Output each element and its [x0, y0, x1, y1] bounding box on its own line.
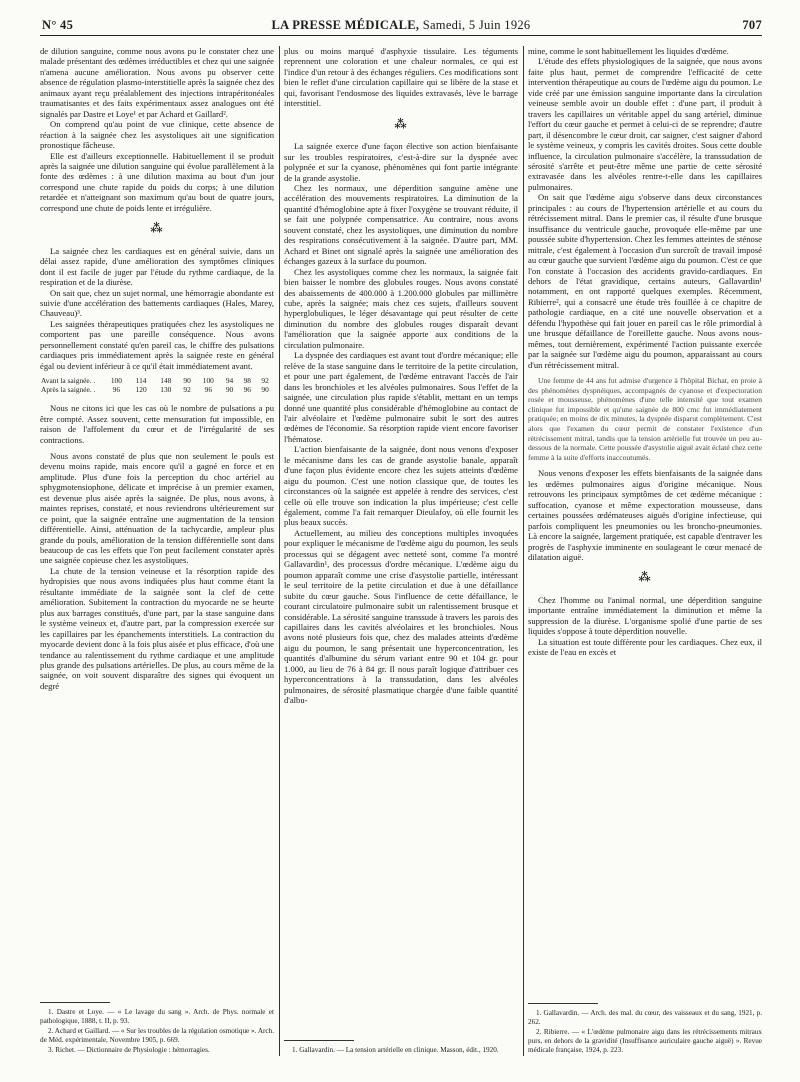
paragraph: Actuellement, au milieu des conceptions multiples invoquées pour expliquer le mécanisme de l'œdème aigu du poumon, les seuls processus qui se dégagent avec netteté sont, comme l'a montré Gallavardin¹, des processus d'ordre mécanique. L'œdème aigu du poumon apparaît comme une crise d'asystolie partielle, intéressant le seul territoire de la petite circulation et due à une défaillance subite du cœur gauche. Sous l'influence de cette défaillance, le courant circulatoire pulmonaire subit un ralentissement brusque et considérable. La sérosité sanguine transsude à travers les parois des capillaires dans les cavités alvéolaires et les bronchioles. Nous avons noté plusieurs fois que, chez des malades atteints d'œdème aigu du poumon, le sang présentait une hyperconcentration, les quantités d'albumine du sérum variant entre 90 et 104 gr. pour 1.000, au lieu de 76 à 84 gr. Il nous paraît logique d'attribuer ces hyperconcentrations à la transsudation, dans les alvéoles pulmonaires, de sérosité plasmatique chargée d'une faible quantité d'albu- — [284, 527, 518, 706]
table-cell: 96 — [243, 385, 251, 395]
paragraph: On sait que, chez un sujet normal, une hémorragie abondante est suivie d'une accélération des battements cardiaques (Hales, Marey, Chauveau)³. — [40, 287, 274, 319]
paragraph: Chez les normaux, une déperdition sanguine amène une accélération des mouvements respiratoires. La diminution de la quantité d'hémoglobine apte à fixer l'oxygène se trouvant réduite, il se fait une polypnée compensatrice. Au contraire, nous avons souvent constaté, chez les asystoliques, une diminution du nombre des respirations consécutivement à la saignée. D'autre part, MM. Achard et Binet ont signalé après la saignée une amélioration des échanges gazeux à la surface du poumon. — [284, 182, 518, 267]
paragraph: Chez l'homme ou l'animal normal, une déperdition sanguine importante entraîne immédiatement la diminution et même la suppression de la diurèse. L'organisme spolié d'une partie de ses liquides s'oppose à toute déperdition nouvelle. — [528, 594, 762, 637]
row-label: Avant la saignée. . — [41, 376, 96, 386]
table-cell: 90 — [183, 376, 191, 386]
paragraph: Elle est d'ailleurs exceptionnelle. Habituellement il se produit après la saignée une dilution sanguine qui évolue parallèlement à la fonte des œdèmes : à une dilution maxima au bout d'un jour correspond une chute rapide du poids du corps; à une dilution retardée et n'atteignant son maximum qu'au bout de quatre jours, correspond une chute de poids lente et irrégulière. — [40, 150, 274, 213]
page-number: 707 — [742, 18, 762, 32]
issue-date: Samedi, 5 Juin 1926 — [422, 18, 531, 32]
paragraph: La situation est toute différente pour les cardiaques. Chez eux, il existe de l'eau en excès et — [528, 636, 762, 658]
header-rule — [40, 35, 762, 36]
table-cell: 120 — [135, 385, 147, 395]
column-3 — [528, 46, 762, 1056]
issue-number: N° 45 — [42, 18, 74, 32]
paragraph: Les saignées thérapeutiques pratiquées chez les asystoliques ne comportent pas une pareille conséquence. Nous avons personnellement constaté qu'en pareil cas, le chiffre des pulsations cardiaques pris immédiatement après la saignée reste en général égal ou devient inférieur à ce qu'il était immédiatement avant. — [40, 318, 274, 371]
section-separator-asterism: ⁂ — [150, 221, 164, 236]
footnote: 2. Ribierre. — « L'œdème pulmonaire aigu dans les rétrécissements mitraux purs, en dehors de la gravidité (Insuffisance auriculaire gauche aiguë) ». Revue médicale française, 1924, p. 223. — [528, 1028, 762, 1054]
paragraph: Nous ne citons ici que les cas où le nombre de pulsations a pu être compté. Assez souvent, cette mensuration fut impossible, en raison de l'affolement du cœur et de l'irrégularité de ses contractions. — [40, 403, 274, 445]
table-cell: 148 — [160, 376, 172, 386]
paragraph: Nous venons d'exposer les effets bienfaisants de la saignée dans les œdèmes pulmonaires aigus d'origine mécanique. Nous retrouvons les principaux symptômes de cet œdème mécanique : suffocation, cyanose et même expectoration mousseuse, dans certaines poussées œdémateuses aiguës d'origine infectieuse, qui parfois compliquent les pneumonies ou les broncho-pneumonies. Là encore la saignée, largement pratiquée, est capable d'entraver les progrès de l'asphyxie imminente en soulageant le cœur menacé de dilatation aiguë. — [528, 468, 762, 563]
column-2 — [284, 46, 518, 1056]
table-cell: 130 — [160, 385, 172, 395]
table-cell: 100 — [110, 376, 122, 386]
paragraph: La chute de la tension veineuse et la résorption rapide des hydropisies que nous avons indiquées plus haut comme étant la résultante immédiate de la saignée sont la clef de cette amélioration. Subitement la contraction du myocarde ne se heurte plus aux barrages constitués, d'une part, par la stase sanguine dans le système veineux et, d'autre part, par la compression exercée sur les capillaires par les épanchements interstitiels. La contraction du myocarde devient donc à la fois plus aisée et plus efficace, d'où une tendance au ralentissement du rythme cardiaque et une amplitude plus grande des pulsations artérielles. De plus, au cours même de la saignée, on voit souvent disparaître des signes qui évoquent un degré — [40, 565, 274, 691]
paragraph: La saignée chez les cardiaques est en général suivie, dans un délai assez rapide, d'une amélioration des symptômes cliniques dont il est facile de juger par l'étude du rythme cardiaque, de la respiration et de la diurèse. — [40, 245, 274, 288]
page-header — [40, 16, 762, 36]
column-divider — [279, 46, 280, 1056]
section-separator-asterism: ⁂ — [638, 570, 652, 585]
paragraph: L'étude des effets physiologiques de la saignée, que nous avons faite plus haut, permet de comprendre l'efficacité de cette intervention thérapeutique au cours de l'œdème aigu du poumon. Le vide créé par une émission sanguine importante dans la circulation veineuse semble avoir un double effet : d'une part, il produit à travers les capillaires un véritable appel du sang artériel, diminue l'effort du cœur gauche et permet à celui-ci de se reprendre; d'autre part, il désencombre le cœur droit, car saigner, c'est saigner d'abord le système veineux, y compris les cavités droites. Sous cette double influence, la circulation pulmonaire s'accélère, la transsudation de sérosité s'arrête et peut-être même une partie de cette sérosité extravasée dans les alvéoles rentre-t-elle dans les capillaires pulmonaires. — [528, 56, 762, 192]
paragraph: La dyspnée des cardiaques est avant tout d'ordre mécanique; elle relève de la stase sanguine dans le territoire de la petite circulation, et pour une part également, de l'œdème entravant l'accès de l'air dans les bronchioles et les alvéoles pulmonaires. Sous l'effet de la saignée, une circulation plus rapide s'établit, mettant en un temps donné une quantité plus considérable d'hémoglobine au contact de l'air alvéolaire et l'œdème pulmonaire subit le sort des autres œdèmes de l'économie. Sa résorption rapide vient encore favoriser l'hématose. — [284, 350, 518, 444]
paragraph: Chez les asystoliques comme chez les normaux, la saignée fait bien baisser le nombre des globules rouges. Nous avons constaté des abaissements de 400.000 à 1.200.000 globules par millimètre cube, après la saignée; mais chez ces sujets, d'ailleurs souvent hyperglobuliques, le léger désavantage qui peut résulter de cette diminution du nombre des globules rouges disparaît devant l'amélioration que la saignée apporte aux conditions de la circulation pulmonaire. — [284, 266, 518, 350]
table-cell: 92 — [183, 385, 191, 395]
footnote: 3. Richet. — Dictionnaire de Physiologie : hémorragies. — [48, 1046, 210, 1054]
paragraph: L'action bienfaisante de la saignée, dont nous venons d'exposer le mécanisme dans les cas de grande asystolie banale, apparaît d'une façon plus évidente encore chez les sujets atteints d'œdème aigu du poumon. C'est une notion classique que, de toutes les circonstances où la saignée est appelée à rendre des services, c'est celle où elle trouve son indication la plus impérieuse; c'est celle également, comme l'a fait remarquer Dieulafoy, où elle fournit les plus beaux succès. — [284, 444, 518, 528]
case-report-paragraph: Une femme de 44 ans fut admise d'urgence à l'hôpital Bichat, en proie à des phénomènes dyspnéiques, accompagnés de cyanose et d'expectoration rosée et mousseuse, phénomènes d'une telle intensité que tout examen clinique fut impossible et qu'une saignée de 800 cmc fut immédiatement pratiquée; en moins de dix minutes, la dyspnée disparut complètement. C'est alors que l'examen du cœur permit de constater l'existence d'un rétrécissement mitral, tandis que la tension artérielle fut trouvée un peu au-dessous de la normale. Cette poussée d'asystolie aiguë avait éclaté chez cette femme à la suite d'efforts inaccoutumés. — [528, 376, 762, 462]
journal-title-line — [40, 18, 762, 33]
section-separator-asterism: ⁂ — [394, 116, 408, 131]
table-cell: 96 — [112, 385, 121, 395]
pulse-table — [40, 376, 274, 394]
paragraph: mine, comme le sont habituellement les liquides d'œdème. — [528, 46, 729, 56]
table-cell: 90 — [225, 385, 234, 395]
column-1 — [40, 46, 274, 1056]
paragraph: plus ou moins marqué d'asphyxie tissulaire. Les téguments reprennent une coloration et une chaleur normales, ce qui est l'indice d'un retour à des échanges réguliers. Ces modifications sont bien le reflet d'une circulation capillaire qui se libère de la stase et qui, favorisant l'endosmose des liquides extravasés, lève le barrage interstitiel. — [284, 46, 518, 109]
table-cell: 100 — [202, 376, 214, 386]
column-divider — [523, 46, 524, 1056]
paragraph: On sait que l'œdème aigu s'observe dans deux circonstances principales : au cours de l'hypertension artérielle et au cours du rétrécissement mitral. Dans le premier cas, il résulte d'une brusque insuffisance du ventricule gauche, provoquée elle-même par une poussée subite d'hypertension. Chez les femmes atteintes de sténose mitrale, c'est également à l'occasion d'un surcroît de travail imposé au cœur gauche que survient l'œdème aigu du poumon. C'est ce que l'on constate à l'occasion des accidents gravido-cardiaques. En dehors de l'état gravidique, certains auteurs, Gallavardin¹ notamment, en ont rapporté quelques exemples. Récemment, Ribierre², qui a consacré une étude très fouillée à ce chapitre de pathologie cardiaque, en a cité une nouvelle observation et a défendu l'hypothèse qui fait jouer en pareil cas le rôle primordial à une brusque défaillance de l'oreillette gauche. Nous avons nous-mêmes, tout dernièrement, expérimenté l'action puissante exercée par la saignée sur l'œdème aigu du poumon, apparaissant au cours d'un rétrécissement mitral. — [528, 192, 762, 370]
row-label: Après la saignée. . — [41, 385, 96, 395]
paragraph: La saignée exerce d'une façon élective son action bienfaisante sur les troubles respiratoires, c'est-à-dire sur la dyspnée avec polypnée et sur la cyanose, phénomènes qui font partie intégrante de la grande asystolie. — [284, 141, 518, 183]
table-cell: 114 — [135, 376, 147, 386]
footnote: 1. Gallavardin. — La tension artérielle en clinique. Masson, édit., 1920. — [292, 1046, 499, 1054]
footnote: 2. Achard et Gaillard. — « Sur les troubles de la régulation osmotique ». Arch. de Méd. expérimentale, Novembre 1905, p. 669. — [40, 1027, 274, 1044]
table-row — [40, 376, 274, 385]
table-cell: 92 — [261, 376, 269, 386]
footnotes — [528, 1003, 762, 1056]
paragraph: On comprend qu'au point de vue clinique, cette absence de réaction à la saignée chez les asystoliques ait une signification pronostique fâcheuse. — [40, 119, 274, 151]
footnote-rule — [284, 1040, 354, 1041]
footnote-rule — [40, 1002, 110, 1003]
paragraph: de dilution sanguine, comme nous avons pu le constater chez une malade présentant des œdèmes irréductibles et chez qui une saignée n'amena aucune amélioration. Nous avons pu observer cette absence de régulation plasmo-interstitielle après la saignée chez des animaux ayant reçu préalablement des injections intrapéritonéales traumatisantes et des faits expérimentaux assez analogues ont été signalés par Dastre et Loye¹ et par Achard et Gaillard². — [40, 46, 274, 119]
footnote-rule — [528, 1003, 598, 1004]
table-cell: 90 — [261, 385, 269, 395]
table-cell: 98 — [243, 376, 251, 386]
footnote: 1. Dastre et Loye. — « Le lavage du sang ». Arch. de Phys. normale et pathologique, 1888, t. II, p. 93. — [40, 1008, 274, 1025]
footnote: 1. Gallavardin. — Arch. des mal. du cœur, des vaisseaux et du sang, 1921, p. 262. — [528, 1009, 762, 1026]
table-cell: 96 — [204, 385, 213, 395]
table-row — [40, 385, 274, 394]
paragraph: Nous avons constaté de plus que non seulement le pouls est devenu moins rapide, mais encore qu'il a gagné en force et en amplitude. Plus d'une fois la perception du choc artériel au sphygmotensiophone, délicate et imprécise à un premier examen, est devenue plus aisée après la saignée. De plus, nous avons, à maintes reprises, constaté, et nous reviendrons ultérieurement sur ce point, que la saignée entraîne une augmentation de la tension différentielle. Ainsi, atténuation de la tachycardie, ampleur plus grande du pouls, amélioration de la tension différentielle sont dans beaucoup de cas les effets que l'on peut facilement constater après une saignée copieuse chez les asystoliques. — [40, 450, 274, 566]
footnotes — [284, 1040, 518, 1056]
table-cell: 94 — [225, 376, 234, 386]
footnotes — [40, 1002, 274, 1056]
newspaper-page — [40, 16, 762, 1066]
journal-name: LA PRESSE MÉDICALE, — [271, 18, 420, 32]
